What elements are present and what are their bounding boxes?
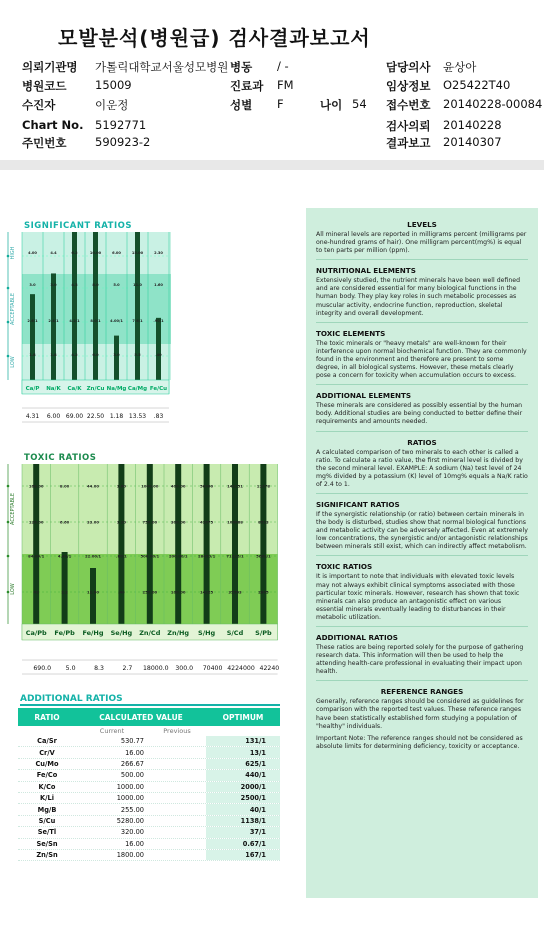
axis-tick — [7, 555, 10, 558]
info-section-heading: REFERENCE RANGES — [380, 687, 464, 697]
toxic-ratios-title: TOXIC RATIOS — [24, 453, 97, 463]
grid-value-label: 4.3 — [71, 283, 78, 287]
info-section-heading: ADDITIONAL ELEMENTS — [316, 391, 412, 401]
grid-value-label: 71125/1 — [226, 553, 244, 559]
field-value: 가톨릭대학교서울성모병원 — [95, 60, 229, 74]
ratio-name: Fe/Co — [36, 771, 58, 780]
grid-value-label: 2.2 — [61, 589, 68, 595]
grid-value-label: 11.0 — [133, 283, 142, 287]
grid-value-label: 8533 — [258, 519, 269, 525]
grid-value-label: 400.00 — [170, 483, 186, 489]
category-label: Na/K — [46, 386, 61, 392]
category-label: S/Pb — [255, 629, 272, 637]
grid-value-label: 7.6/1 — [132, 319, 143, 323]
grid-value-label: 6.2 — [71, 251, 78, 255]
grid-value-label: 1.20 — [116, 519, 127, 525]
header-separator — [0, 160, 544, 170]
field-value: 윤상아 — [443, 60, 477, 74]
additional-ratio-row — [18, 816, 280, 827]
current-value: 16.00 — [125, 748, 144, 757]
current-value: 500.00 — [120, 771, 144, 780]
significant-ratios-svg — [0, 230, 210, 430]
field-label: 수진자 — [22, 98, 56, 112]
grid-value-label: 5689/1 — [256, 553, 271, 559]
optimum-value: 40/1 — [206, 804, 280, 814]
additional-ratio-row — [18, 782, 280, 793]
field-value: 590923-2 — [95, 135, 151, 149]
optimum-value: 1138/1 — [206, 816, 280, 826]
ratio-value: 18000.0 — [143, 665, 169, 672]
grid-value-label: 2.4/1 — [48, 319, 59, 323]
additional-ratios-title: ADDITIONAL RATIOS — [20, 692, 280, 706]
ratio-name: K/Co — [38, 782, 56, 791]
grid-value-label: 1000.00 — [141, 483, 159, 489]
optimum-value: 2000/1 — [206, 782, 280, 792]
optimum-value: 0.67/1 — [206, 839, 280, 849]
current-value: 16.00 — [125, 839, 144, 848]
grid-value-label: 168.00 — [28, 483, 44, 489]
category-label: Ca/P — [25, 386, 40, 392]
grid-value-label: 6.0 — [92, 353, 99, 357]
field-label: 임상정보 — [386, 79, 431, 93]
grid-value-label: 126.00 — [28, 519, 44, 525]
ratio-bar — [51, 273, 56, 380]
ratio-value: 4.31 — [25, 413, 40, 420]
zone-label: HIGH — [10, 246, 16, 260]
ratio-name: Cu/Mo — [35, 759, 59, 768]
ratio-value: 42240 — [259, 665, 280, 672]
ratio-name: Se/Sn — [36, 839, 58, 848]
ratio-value: 1.18 — [109, 413, 124, 420]
grid-value-label: 4.4 — [50, 251, 57, 255]
current-value: 266.67 — [120, 759, 144, 768]
current-value: 1000.00 — [116, 782, 144, 791]
info-section-heading: LEVELS — [407, 220, 437, 229]
ratio-name: Cr/V — [39, 748, 55, 757]
grid-value-label: 28450/1 — [197, 553, 216, 559]
field-label: 병원코드 — [22, 79, 67, 93]
grid-value-label: 5.5 — [134, 353, 141, 357]
toxic-ratios-svg — [0, 462, 290, 694]
zone-label: ACCEPTABLE — [10, 493, 16, 525]
info-section-body: A calculated comparison of two minerals to each other is called a ratio. To calculate a ratio value, the first mineral level is divided by the second mineral level. EXAMPLE: A sodium (Na) test level of 24 mg% divided by a potassium (K) level of 10mg% equals a Na/K ratio of 2.4 to 1. — [316, 449, 528, 494]
additional-ratio-row — [18, 759, 280, 770]
grid-value-label: 11.00 — [86, 589, 100, 595]
optimum-value: 13/1 — [206, 747, 280, 757]
optimum-value: 440/1 — [206, 770, 280, 780]
info-section-body: It is important to note that individuals with elevated toxic levels may not always exhibit clinical symptoms associated with those particular toxic minerals. However, research has shown that toxic minerals can also produce an antagonistic effect on various essential minerals eventually leading to disturbances in their metabolic utilization. — [316, 573, 528, 627]
ratio-bar — [62, 552, 68, 624]
field-label: Chart No. — [22, 118, 84, 132]
category-label: Zn/Hg — [167, 629, 190, 637]
grid-value-label: 14225 — [199, 589, 214, 595]
field-value: O25422T40 — [443, 78, 511, 92]
info-section-body: Generally, reference ranges should be considered as guidelines for comparison with the reported test values. These reference ranges have been statistically established form studying a population of "healthy" individuals. — [316, 698, 524, 730]
field-label: 주민번호 — [22, 136, 67, 150]
grid-value-label: 5.0 — [113, 283, 120, 287]
additional-ratios-header — [18, 708, 280, 726]
axis-tick — [7, 287, 10, 290]
grid-value-label: 1.60 — [116, 483, 127, 489]
field-value: F — [277, 97, 284, 111]
optimum-value: 37/1 — [206, 827, 280, 837]
calculated-value-column-header: CALCULATED VALUE — [99, 712, 183, 722]
grid-value-label: 15.00 — [131, 251, 144, 255]
grid-value-label: 750.00 — [142, 519, 158, 525]
grid-value-label: 22.00/1 — [84, 553, 102, 559]
ratio-name: K/Li — [40, 794, 54, 803]
current-value: 255.00 — [120, 805, 144, 814]
axis-tick — [7, 521, 10, 524]
significant-ratios-title: SIGNIFICANT RATIOS — [24, 221, 132, 231]
ratio-value: 4224000 — [227, 665, 255, 672]
field-label: 병동 — [230, 60, 253, 74]
optimum-value: 131/1 — [206, 736, 280, 746]
grid-value-label: 56900 — [199, 483, 214, 489]
grid-value-label: 42 — [33, 589, 39, 595]
field-value: 20140228-00084 — [443, 97, 543, 111]
grid-value-label: .90/1 — [153, 319, 164, 323]
axis-tick — [7, 355, 10, 358]
grid-value-label: 4.2 — [71, 353, 78, 357]
ratio-name: Zn/Sn — [36, 851, 58, 860]
grid-value-label: .40 — [118, 589, 125, 595]
grid-value-label: 2845 — [258, 589, 269, 595]
additional-ratios-panel — [18, 692, 280, 861]
field-value: 20140307 — [443, 135, 502, 149]
field-label: 나이 — [320, 98, 343, 112]
ratio-value: 22.50 — [86, 413, 105, 420]
optimum-value: 2500/1 — [206, 793, 280, 803]
grid-value-label: 4.00/1 — [110, 319, 123, 323]
ratio-name: S/Cu — [38, 816, 56, 825]
grid-value-label: 35563 — [228, 589, 242, 595]
grid-value-label: 300.00 — [170, 519, 186, 525]
ratio-bar — [156, 318, 161, 380]
ratio-bar — [30, 294, 35, 380]
grid-value-label: 3.0 — [113, 353, 120, 357]
report-title: 모발분석(병원급) 검사결과보고서 — [58, 26, 371, 50]
grid-value-label: .40 — [155, 353, 162, 357]
category-label: Ca/Mg — [127, 386, 148, 392]
grid-value-label: 3.0 — [50, 283, 57, 287]
ratio-name: Mg/B — [37, 805, 57, 814]
field-label: 담당의사 — [386, 60, 431, 74]
field-label: 진료과 — [230, 79, 264, 93]
optimum-column-header: OPTIMUM — [222, 712, 264, 722]
ratio-value: .83 — [153, 413, 164, 420]
additional-ratio-row — [18, 747, 280, 758]
axis-tick — [7, 485, 10, 488]
grid-value-label: 8.00 — [59, 483, 70, 489]
grid-value-label: 100.00 — [170, 589, 186, 595]
category-label: Ca/Pb — [25, 629, 47, 637]
info-section-heading: SIGNIFICANT RATIOS — [316, 499, 400, 509]
current-value: 530.77 — [120, 737, 144, 746]
info-section-heading: ADDITIONAL RATIOS — [316, 633, 398, 642]
ratio-value: 690.0 — [33, 665, 52, 672]
field-value: 이운정 — [95, 98, 129, 112]
info-section-body: Extensively studied, the nutrient minerals have been well defined and are considered essential for many biological functions in the human body. They play key roles in such metabolic processes as muscular activity, endocrine function, reproduction, skeletal integrity and overall development. — [316, 277, 528, 322]
additional-ratio-row — [18, 804, 280, 815]
optimum-value: 167/1 — [206, 850, 280, 860]
info-section-body: If the synergistic relationship (or ratio) between certain minerals in the body is disturbed, studies show that normal biological functions and metabolic activity can be adversely affected. Even at extremely low concentrations, the synergistic and/or antagonistic relationships between minerals still exist, which can indirectly affect metabolism. — [316, 511, 528, 556]
category-label: Fe/Hg — [82, 629, 104, 637]
grid-value-label: 42675 — [199, 519, 214, 525]
category-label: Na/Mg — [106, 386, 127, 392]
ratio-value: 13.53 — [128, 413, 147, 420]
additional-ratio-row — [18, 770, 280, 781]
grid-value-label: 11378 — [256, 483, 271, 489]
field-value: FM — [277, 78, 294, 92]
current-column-header: Current — [99, 727, 125, 735]
grid-value-label: 84.00/1 — [28, 553, 45, 559]
info-section-heading: TOXIC RATIOS — [316, 562, 373, 572]
ratio-name: Se/Tl — [37, 828, 57, 837]
current-value: 1800.00 — [116, 851, 144, 860]
grid-value-label: 4.2/1 — [69, 319, 80, 323]
additional-ratio-row — [18, 839, 280, 850]
grid-value-label: 10.00 — [89, 251, 102, 255]
report-header — [0, 0, 544, 160]
category-label: Fe/Pb — [54, 629, 75, 637]
current-value: 320.00 — [120, 828, 144, 837]
field-label: 검사의뢰 — [386, 119, 431, 133]
grid-value-label: 1.8 — [50, 353, 57, 357]
ratio-value: 6.00 — [46, 413, 61, 420]
zone-label: ACCEPTABLE — [10, 293, 16, 325]
category-label: Zn/Cu — [86, 386, 105, 392]
info-section-body: Important Note: The reference ranges should not be considered as absolute limits for determining deficiency, toxicity or acceptance. — [316, 734, 523, 750]
ratio-value: 70400 — [202, 665, 223, 672]
ratio-value: 8.3 — [94, 665, 104, 672]
field-value: / - — [277, 59, 289, 73]
category-label: Fe/Cu — [149, 386, 168, 392]
ratio-value: 300.0 — [175, 665, 194, 672]
category-label: S/Hg — [198, 629, 216, 637]
zone-label: LOW — [10, 356, 16, 368]
grid-value-label: 142251 — [227, 483, 243, 489]
additional-ratio-row — [18, 827, 280, 838]
grid-value-label: 8.0 — [92, 283, 99, 287]
grid-value-label: 1.8 — [29, 353, 36, 357]
additional-ratios-rows — [18, 736, 280, 861]
ratio-bar — [90, 568, 96, 624]
ratio-column-header: RATIO — [34, 712, 60, 722]
info-section-body: All mineral levels are reported in milligrams percent (milligrams per one-hundred grams of hair). One milligram percent(mg%) is equal to ten parts per million (ppm). — [316, 231, 528, 260]
grid-value-label: 2.30 — [154, 251, 163, 255]
ratio-name: Ca/Sr — [37, 737, 57, 746]
info-section-body: The toxic minerals or "heavy metals" are well-known for their interference upon normal biochemical function. They are commonly found in the environment and therefore are present to some degree, in all biological systems. However, these metals clearly pose a concern for toxicity when accumulation occurs to excess. — [316, 340, 528, 385]
zone-label: LOW — [10, 583, 16, 595]
grid-value-label: 2.6/1 — [27, 319, 38, 323]
ratio-value: 5.0 — [65, 665, 76, 672]
category-label: S/Cd — [226, 629, 244, 637]
grid-value-label: 1.60 — [154, 283, 163, 287]
grid-value-label: 200.00/1 — [168, 553, 188, 559]
info-section-body: These ratios are being reported solely for the purpose of gathering research data. This information will then be used to help the attending health-care professional in evaluating their impact upon health. — [316, 644, 528, 681]
ratio-value: 69.00 — [65, 413, 84, 420]
info-section-heading: TOXIC ELEMENTS — [316, 328, 386, 338]
field-value: 20140228 — [443, 118, 502, 132]
grid-value-label: 3.0 — [29, 283, 36, 287]
current-value: 5280.00 — [116, 816, 144, 825]
info-section-body: These minerals are considered as possibly essential by the human body. Additional studies are being conducted to better define their requirements and amounts needed. — [316, 402, 528, 431]
grid-value-label: 4.40/1 — [57, 553, 72, 559]
category-label: Ca/K — [67, 386, 82, 392]
field-value: 15009 — [95, 78, 132, 92]
axis-tick — [7, 591, 10, 594]
info-section-heading: RATIOS — [407, 437, 437, 447]
additional-ratio-row — [18, 850, 280, 861]
axis-tick — [7, 255, 10, 258]
field-label: 접수번호 — [386, 98, 431, 112]
axis-tick — [7, 321, 10, 324]
grid-value-label: 44.00 — [86, 483, 100, 489]
ratio-bar — [114, 336, 119, 380]
ratio-value: 2.7 — [122, 665, 133, 672]
grid-value-label: 8.0/1 — [90, 319, 101, 323]
previous-column-header: Previous — [163, 727, 191, 735]
explanation-panel — [306, 208, 538, 898]
grid-value-label: 6.00 — [112, 251, 121, 255]
field-label: 결과보고 — [386, 136, 431, 150]
grid-value-label: 250.00 — [142, 589, 158, 595]
category-label: Se/Hg — [110, 629, 133, 637]
info-section-heading: NUTRITIONAL ELEMENTS — [316, 266, 416, 276]
grid-value-label: 106688 — [227, 519, 243, 525]
field-value: 54 — [352, 97, 367, 111]
field-label: 성별 — [230, 98, 253, 112]
toxic-ratios-chart — [0, 462, 290, 694]
significant-ratios-chart — [0, 230, 210, 430]
additional-ratio-row — [18, 736, 280, 747]
grid-value-label: 6.60 — [59, 519, 70, 525]
field-value: 5192771 — [95, 118, 147, 132]
category-label: Zn/Cd — [139, 629, 161, 637]
field-label: 의뢰기관명 — [22, 60, 78, 74]
grid-value-label: 500.00/1 — [140, 553, 160, 559]
current-value: 1000.00 — [116, 794, 144, 803]
grid-value-label: 33.00 — [86, 519, 100, 525]
optimum-value: 625/1 — [206, 759, 280, 769]
additional-ratio-row — [18, 793, 280, 804]
additional-ratios-subheader — [18, 726, 280, 736]
grid-value-label: 4.00 — [28, 251, 37, 255]
grid-value-label: .80/1 — [116, 553, 127, 559]
